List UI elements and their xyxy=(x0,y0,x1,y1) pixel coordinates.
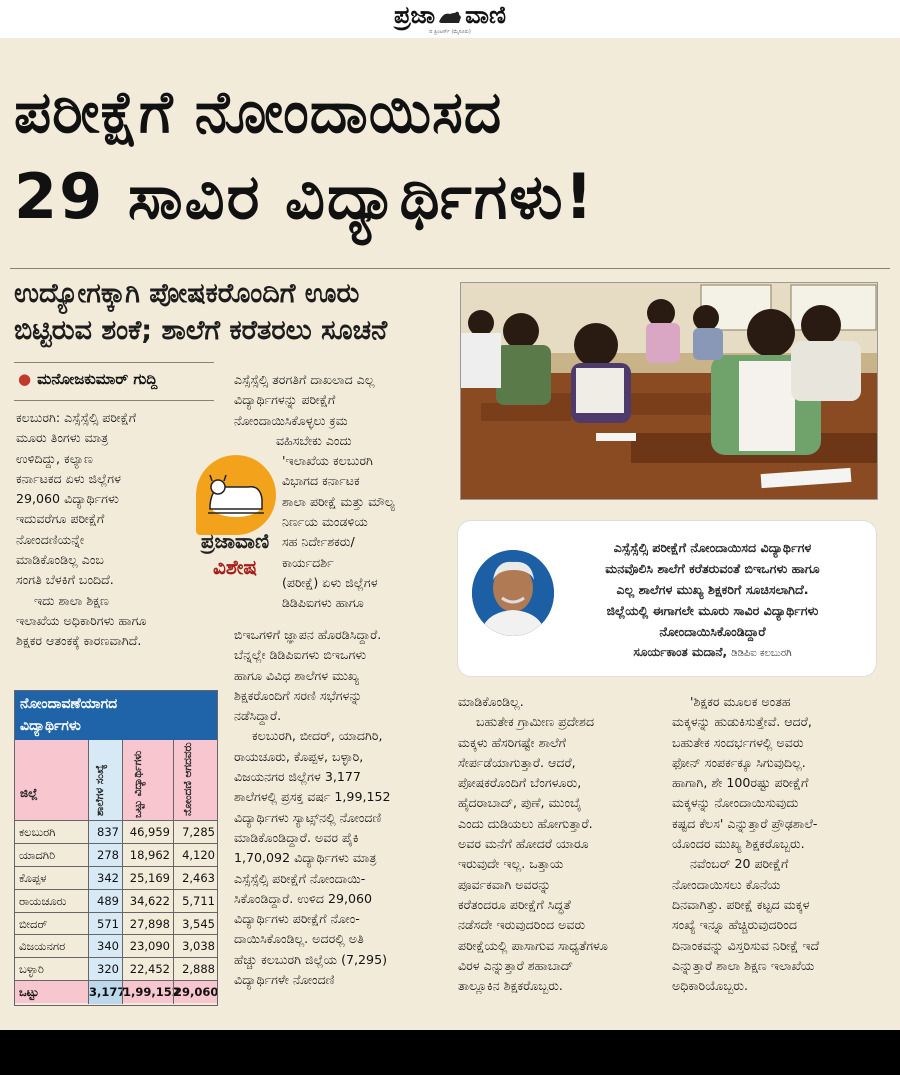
article-line: ನಡೆಸಿದ್ದಾರೆ. xyxy=(234,708,282,724)
table-header-schools: ಶಾಲೆಗಳ ಸಂಖ್ಯೆ xyxy=(94,764,106,816)
article-line: ಬೆನ್ನಲ್ಲೇ ಡಿಡಿಪಿಐಗಳು ಬಿಇಒಗಳು xyxy=(234,647,367,663)
headline-line-2: 29 ಸಾವಿರ ವಿದ್ಯಾರ್ಥಿಗಳು! xyxy=(14,160,595,233)
article-line: ವಿದ್ಯಾರ್ಥಿಗಳನ್ನು ಪರೀಕ್ಷೆಗೆ xyxy=(234,392,336,408)
bottom-black-bar xyxy=(0,1030,900,1075)
article-line: ಸಹ ನಿರ್ದೇಶಕರು/ xyxy=(282,534,355,550)
article-line: ಇದು ಶಾಲಾ ಶಿಕ್ಷಣ xyxy=(34,592,109,608)
article-line: ಎಸ್ಸೆಸ್ಸೆಲ್ಸಿ ಪರೀಕ್ಷೆಗೆ ನೋಂದಾಯಿ- xyxy=(234,870,366,886)
article-line: 'ಇಲಾಖೆಯ ಕಲಬುರಗಿ xyxy=(282,453,373,469)
article-line: ಕಲಬುರಗಿ: ಎಸ್ಸೆಸ್ಸೆಲ್ಸಿ ಪರೀಕ್ಷೆಗೆ xyxy=(16,410,137,425)
table-cell: ಕೊಪ್ಪಳ xyxy=(19,870,47,885)
table-cell: ಯಾದಗಿರಿ xyxy=(19,847,56,862)
table-title xyxy=(14,690,218,740)
official-portrait xyxy=(472,550,554,636)
table-cell: 23,090 xyxy=(122,935,173,958)
article-line: ನಡೆಸದೇ ಇರುವುದರಿಂದ ಅವರು xyxy=(458,917,586,933)
article-line: ಹೈದರಾಬಾದ್, ಪುಣೆ, ಮುಂಬೈ xyxy=(458,795,582,811)
article-line: ಮಾಡಿಕೊಂಡಿಲ್ಲ ಎಂಬ xyxy=(16,552,104,568)
article-line: ಮಕ್ಕಳು ಹೆಸರಿಗಷ್ಟೇ ಶಾಲೆಗೆ xyxy=(458,734,567,750)
article-line: ನಿರ್ಣಯ ಮಂಡಳಿಯ xyxy=(282,514,368,530)
quote-line: ಜಿಲ್ಲೆಯಲ್ಲಿ ಈಗಾಗಲೇ ಮೂರು ಸಾವಿರ ವಿದ್ಯಾರ್ಥಿಗಳು xyxy=(606,603,819,618)
article-line: ನವೆಂಬರ್ 20 ಪರೀಕ್ಷೆಗೆ xyxy=(690,856,789,872)
table-row xyxy=(14,820,218,843)
masthead-tagline: ದಿ ಪ್ರಿಂಟರ್ಸ್ (ಮೈಸೂರು) xyxy=(429,29,471,35)
article-line: ಶಿಕ್ಷಕರ ಆತಂಕಕ್ಕೆ ಕಾರಣವಾಗಿದೆ. xyxy=(16,633,142,649)
article-line: ವಿಭಾಗದ ಕರ್ನಾಟಕ xyxy=(282,473,360,489)
table-cell: 27,898 xyxy=(122,913,173,936)
article-line: (ಪರೀಕ್ಷೆ) ಏಳು ಜಿಲ್ಲೆಗಳ xyxy=(282,574,378,590)
article-line: ಕಲಬುರಗಿ, ಬೀದರ್, ಯಾದಗಿರಿ, xyxy=(252,728,383,744)
newspaper-name xyxy=(0,0,900,30)
table-cell: 278 xyxy=(88,844,122,867)
subhead-line-2: ಬಿಟ್ಟಿರುವ ಶಂಕೆ; ಶಾಲೆಗೆ ಕರೆತರಲು ಸೂಚನೆ xyxy=(14,315,388,346)
table-row xyxy=(14,957,218,980)
article-line: ಮಕ್ಕಳನ್ನು ಹುಡುಕಿಸುತ್ತೇವೆ. ಆದರೆ, xyxy=(672,714,812,730)
subhead-line-1: ಉದ್ಯೋಗಕ್ಕಾಗಿ ಪೋಷಕರೊಂದಿಗೆ ಊರು xyxy=(14,278,360,309)
article-line: ಕರ್ನಾಟಕದ ಏಳು ಜಿಲ್ಲೆಗಳ xyxy=(16,470,121,486)
article-line: ತಾಲ್ಲೂಕಿನ ಶಿಕ್ಷಕರೊಬ್ಬರು. xyxy=(458,978,563,994)
article-line: ಯೊಂದರ ಮುಖ್ಯ ಶಿಕ್ಷಕರೊಬ್ಬರು. xyxy=(672,836,805,852)
quote-text xyxy=(560,537,865,642)
table-cell: 320 xyxy=(88,958,122,981)
article-line: ಡಿಡಿಪಿಐಗಳು ಹಾಗೂ xyxy=(282,595,364,611)
table-cell: ವಿಜಯನಗರ xyxy=(19,939,66,954)
article-line: ಮಕ್ಕಳನ್ನು ನೋಂದಾಯಿಸುವುದು xyxy=(672,795,799,811)
article-line: ಪೂರ್ವಕವಾಗಿ ಅವರನ್ನು xyxy=(458,876,552,892)
article-line: ಫೋನ್ ಸಂಪರ್ಕಕ್ಕೂ ಸಿಗುವುದಿಲ್ಲ. xyxy=(672,754,806,770)
quote-line: ಮನವೊಲಿಸಿ ಶಾಲೆಗೆ ಕರೆತರುವಂತೆ ಬಿಇಒಗಳು ಹಾಗೂ xyxy=(605,561,820,576)
article-line: ಇರುವುದೇ ಇಲ್ಲ. ಒತ್ತಾಯ xyxy=(458,856,564,872)
article-line: ಸೇರ್ಪಡೆಯಾಗುತ್ತಾರೆ. ಆದರೆ, xyxy=(458,754,576,770)
article-line: 1,70,092 ವಿದ್ಯಾರ್ಥಿಗಳು ಮಾತ್ರ xyxy=(234,850,377,866)
article-line: ಕರೆತಂದರೂ ಪರೀಕ್ಷೆಗೆ ಸಿದ್ಧತೆ xyxy=(458,896,571,912)
table-cell: 837 xyxy=(88,821,122,844)
table-body xyxy=(14,820,218,1003)
table-header-district: ಜಿಲ್ಲೆ xyxy=(20,786,38,800)
quote-line: ಎಲ್ಲ ಶಾಲೆಗಳ ಮುಖ್ಯ ಶಿಕ್ಷಕರಿಗೆ ಸೂಚಿಸಲಾಗಿದೆ. xyxy=(616,582,809,597)
quote-attribution xyxy=(560,645,865,660)
article-column-2-top xyxy=(234,370,454,614)
table-row xyxy=(14,843,218,866)
article-line: ರಾಯಚೂರು, ಕೊಪ್ಪಳ, ಬಳ್ಳಾರಿ, xyxy=(234,748,364,764)
article-line: ಹೆಚ್ಚು ಕಲಬುರಗಿ ಜಿಲ್ಲೆಯ (7,295) xyxy=(234,951,387,967)
divider xyxy=(14,362,214,363)
article-line: ಸಂಖ್ಯೆ ಇನ್ನೂ ಹೆಚ್ಚಿರುವುದರಿಂದ xyxy=(672,917,797,933)
article-line: ನೋಂದಾಯಿಸಲು ಕೊನೆಯ xyxy=(672,876,781,892)
article-line: ನೋಂದಣಿಯನ್ನೇ xyxy=(16,531,85,547)
article-line: ಎಂದು ದುಡಿಯಲು ಹೋಗುತ್ತಾರೆ. xyxy=(458,815,593,831)
table-cell: 571 xyxy=(88,913,122,936)
table-cell: ರಾಯಚೂರು xyxy=(19,893,67,908)
article-line: ಪೋಷಕರೊಂದಿಗೆ ಬೆಂಗಳೂರು, xyxy=(458,775,582,791)
table-cell: 5,711 xyxy=(173,890,218,913)
table-cell: 489 xyxy=(88,890,122,913)
table-cell: 34,622 xyxy=(122,890,173,913)
nandi-logo-icon xyxy=(437,8,463,26)
table-header-cell xyxy=(122,740,173,820)
article-line: ದಿನಾಂಕವನ್ನು ವಿಸ್ತರಿಸುವ ನಿರೀಕ್ಷೆ ಇದೆ xyxy=(672,937,820,953)
masthead xyxy=(0,0,900,38)
masthead-name-right: ವಾಣಿ xyxy=(465,0,506,29)
table-cell: 25,169 xyxy=(122,867,173,890)
divider xyxy=(14,400,214,401)
article-line: ಬಿಇಒಗಳಿಗೆ ಜ್ಞಾಪನ ಹೊರಡಿಸಿದ್ದಾರೆ. xyxy=(234,627,382,642)
article-line: ಸಂಗತಿ ಬೆಳಕಿಗೆ ಬಂದಿದೆ. xyxy=(16,572,114,588)
article-line: ಶಿಕ್ಷಕರೊಂದಿಗೆ ಸರಣಿ ಸಭೆಗಳನ್ನು xyxy=(234,687,363,703)
table-cell: 22,452 xyxy=(122,958,173,981)
article-line: ವಹಿಸಬೇಕು ಎಂದು xyxy=(276,432,352,448)
bullet-icon: ● xyxy=(18,370,32,388)
table-cell: 3,545 xyxy=(173,913,218,936)
quote-author-designation: ಡಿಡಿಪಿಐ ಕಲಬುರಗಿ xyxy=(731,648,792,659)
article-line: ಎನ್ನುತ್ತಾರೆ ಶಾಲಾ ಶಿಕ್ಷಣ ಇಲಾಖೆಯ xyxy=(672,957,815,973)
article-line: ಪರೀಕ್ಷೆಯಲ್ಲಿ ಪಾಸಾಗುವ ಸಾಧ್ಯತೆಗಳೂ xyxy=(458,937,608,953)
special-label-line-1: ಪ್ರಜಾವಾಣಿ xyxy=(200,529,270,553)
article-line: ಇದುವರೆಗೂ ಪರೀಕ್ಷೆಗೆ xyxy=(16,511,105,527)
table-total-row xyxy=(14,980,218,1003)
table-header-cell xyxy=(173,740,218,820)
byline xyxy=(18,370,157,388)
table-cell: 46,959 xyxy=(122,821,173,844)
article-column-2-bottom xyxy=(234,625,454,990)
table-cell: 4,120 xyxy=(173,844,218,867)
classroom-exam-photo xyxy=(460,282,878,500)
table-cell: 18,962 xyxy=(122,844,173,867)
masthead-name-left: ಪ್ರಜಾ xyxy=(394,0,436,29)
table-cell: 2,463 xyxy=(173,867,218,890)
table-cell: 3,038 xyxy=(173,935,218,958)
table-row xyxy=(14,866,218,889)
article-line: ಮಾಡಿಕೊಂಡಿಲ್ಲ. xyxy=(458,694,524,709)
table-header-not-registered: ನೋಂದಣಿ ಆಗದವರು xyxy=(182,742,194,816)
article-line: ದಾಯಿಸಿಕೊಂಡಿಲ್ಲ. ಅದರಲ್ಲಿ ಅತಿ xyxy=(234,931,364,947)
headline-line-1: ಪರೀಕ್ಷೆಗೆ ನೋಂದಾಯಿಸದ xyxy=(14,78,503,146)
table-cell: ಒಟ್ಟು xyxy=(19,985,39,1000)
article-line: ಶಾಲಾ ಪರೀಕ್ಷೆ ಮತ್ತು ಮೌಲ್ಯ xyxy=(282,493,395,509)
article-line: ವಿರಳ ಎನ್ನುತ್ತಾರೆ ಶಹಾಬಾದ್ xyxy=(458,957,574,973)
table-row xyxy=(14,912,218,935)
article-line: ವಿದ್ಯಾರ್ಥಿಗಳೇ ನೋಂದಣಿ xyxy=(234,972,335,988)
table-header xyxy=(14,740,218,820)
table-header-total-students: ಒಟ್ಟು ವಿದ್ಯಾರ್ಥಿಗಳು xyxy=(132,750,144,818)
article-line: ನೋಂದಾಯಿಸಿಕೊಳ್ಳಲು ಕ್ರಮ xyxy=(234,412,348,428)
table-cell: 1,99,152 xyxy=(122,981,173,1004)
article-line: ವಿಜಯನಗರ ಜಿಲ್ಲೆಗಳ 3,177 xyxy=(234,769,361,785)
quote-author-name: ಸೂರ್ಯಕಾಂತ ಮದಾನೆ, xyxy=(633,645,728,659)
article-line: ಕಾರ್ಯದರ್ಶಿ xyxy=(282,554,334,570)
article-line: 29,060 ವಿದ್ಯಾರ್ಥಿಗಳು xyxy=(16,491,119,507)
table-title-line-1: ನೋಂದಾವಣೆಯಾಗದ xyxy=(20,696,118,712)
table-row xyxy=(14,934,218,957)
quote-line: ಎಸ್ಸೆಸ್ಸೆಲ್ಸಿ ಪರೀಕ್ಷೆಗೆ ನೋಂದಾಯಿಸದ ವಿದ್ಯಾರ್ಥಿಗಳ xyxy=(613,540,812,555)
article-column-3 xyxy=(458,692,668,996)
table-cell: 29,060 xyxy=(173,981,218,1004)
table-cell: ಬೀದರ್ xyxy=(19,916,48,931)
article-line: ದಿನವಾಗಿತ್ತು. ಪರೀಕ್ಷೆ ಕಟ್ಟದ ಮಕ್ಕಳ xyxy=(672,896,810,912)
article-line: ಎಸ್ಸೆಸ್ಸೆಲ್ಸಿ ತರಗತಿಗೆ ದಾಖಲಾದ ಎಲ್ಲ xyxy=(234,372,375,387)
portrait-illustration xyxy=(472,550,554,636)
classroom-photo-illustration xyxy=(461,283,878,500)
article-line: ಬಹುತೇಕ ಗ್ರಾಮೀಣ ಪ್ರದೇಶದ xyxy=(476,714,595,730)
table-cell: 340 xyxy=(88,935,122,958)
table-title-line-2: ವಿದ್ಯಾರ್ಥಿಗಳು xyxy=(20,718,81,734)
article-line: 'ಶಿಕ್ಷಕರ ಮೂಲಕ ಅಂತಹ xyxy=(690,694,791,709)
article-line: ಹಾಗೂ ವಿವಿಧ ಶಾಲೆಗಳ ಮುಖ್ಯ xyxy=(234,667,359,683)
article-line: ವಿದ್ಯಾರ್ಥಿಗಳು ಸ್ಯಾಟ್ಸ್‌ನಲ್ಲಿ ನೋಂದಣಿ xyxy=(234,809,382,825)
table-cell: ಕಲಬುರಗಿ xyxy=(19,825,56,839)
article-line: ಅವರ ಮನೆಗೆ ಹೋದರೆ ಯಾರೂ xyxy=(458,836,589,852)
article-line: ವಿದ್ಯಾರ್ಥಿಗಳು ಪರೀಕ್ಷೆಗೆ ನೋಂ- xyxy=(234,911,360,927)
table-cell: ಬಳ್ಳಾರಿ xyxy=(19,962,44,977)
table-cell: 342 xyxy=(88,867,122,890)
article-line: ಇಲಾಖೆಯ ಅಧಿಕಾರಿಗಳು ಹಾಗೂ xyxy=(16,612,147,628)
table-cell: 2,888 xyxy=(173,958,218,981)
article-line: ಹಾಗಾಗಿ, ಶೇ 100ರಷ್ಟು ಪರೀಕ್ಷೆಗೆ xyxy=(672,775,809,791)
article-line: ಕಷ್ಟದ ಕೆಲಸ' ಎನ್ನುತ್ತಾರೆ ಪ್ರೌಢಶಾಲೆ- xyxy=(672,815,818,831)
article-column-1 xyxy=(16,408,196,652)
table-cell: 7,285 xyxy=(173,821,218,844)
table-cell: 3,177 xyxy=(88,981,122,1004)
article-column-4 xyxy=(672,692,892,996)
byline-author: ಮನೋಜಕುಮಾರ್ ಗುದ್ದಿ xyxy=(37,370,158,388)
table-row xyxy=(14,889,218,912)
divider xyxy=(10,268,890,269)
article-line: ಉಳಿದಿದ್ದು, ಕಲ್ಯಾಣ xyxy=(16,450,93,466)
article-line: ಮೂರು ತಿಂಗಳು ಮಾತ್ರ xyxy=(16,430,109,446)
article-line: ಬಹುತೇಕ ಸಂದರ್ಭಗಳಲ್ಲಿ ಅವರು xyxy=(672,734,804,750)
quote-line: ನೋಂದಾಯಿಸಿಕೊಂಡಿದ್ದಾರೆ xyxy=(659,624,766,639)
article-line: ಶಾಲೆಗಳಲ್ಲಿ ಪ್ರಸಕ್ತ ವರ್ಷ 1,99,152 xyxy=(234,789,391,805)
article-line: ಮಾಡಿಕೊಂಡಿದ್ದಾರೆ. ಅವರ ಪೈಕಿ xyxy=(234,829,359,845)
article-line: ಸಿಕೊಂಡಿದ್ದಾರೆ. ಉಳಿದ 29,060 xyxy=(234,890,373,906)
article-line: ಅಧಿಕಾರಿಯೊಬ್ಬರು. xyxy=(672,978,748,994)
special-label-line-2: ವಿಶೇಷ xyxy=(212,555,258,579)
